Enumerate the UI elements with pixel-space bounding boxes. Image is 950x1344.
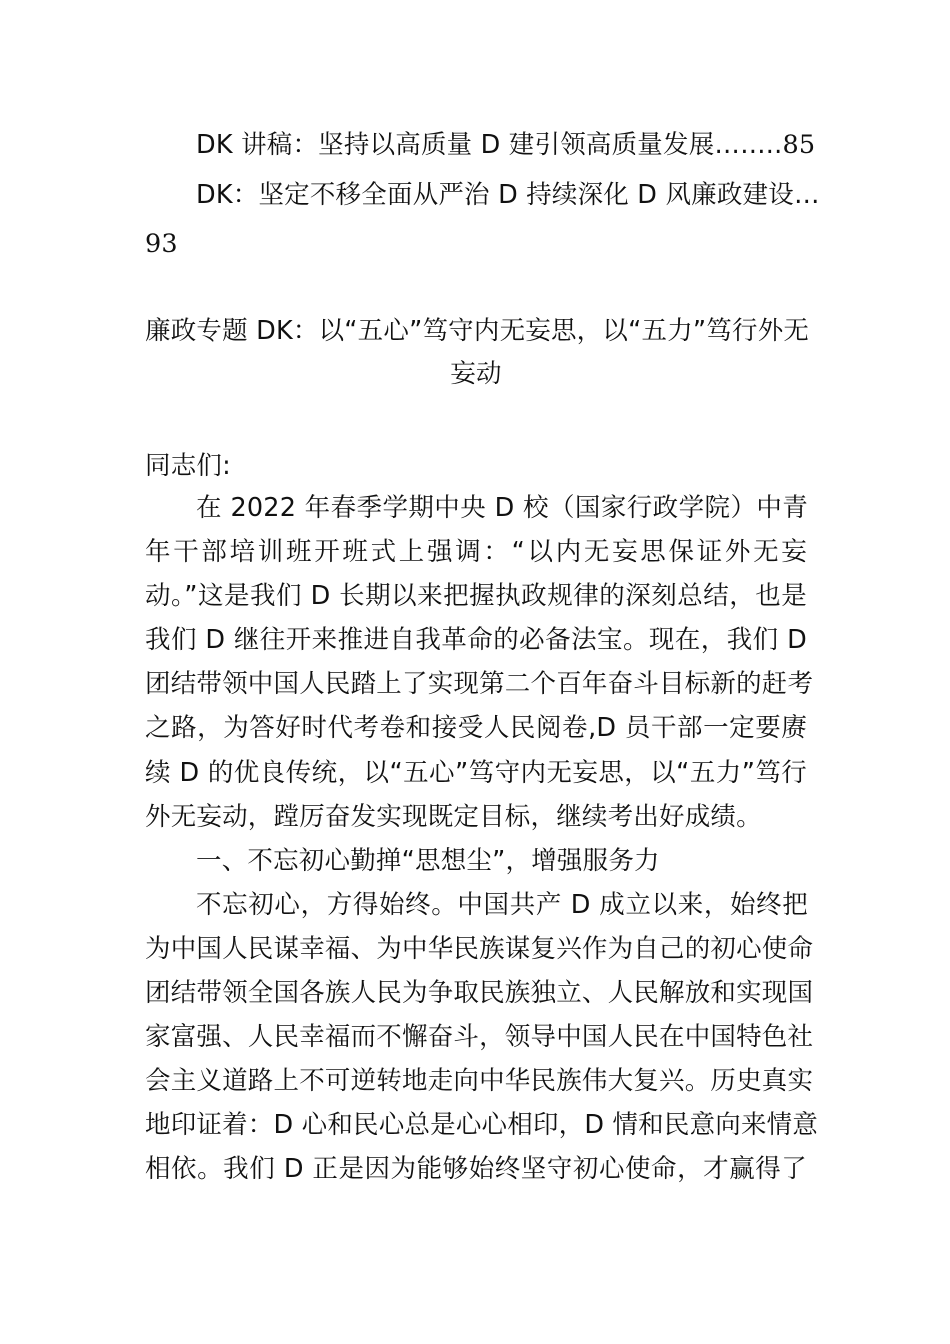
section-heading: 一、不忘初心勤掸“思想尘”，增强服务力 xyxy=(196,846,660,876)
paragraph-line: 团结带领中国人民踏上了实现第二个百年奋斗目标新的赶考 xyxy=(145,669,814,699)
paragraph-line: 家富强、人民幸福而不懈奋斗，领导中国人民在中国特色社 xyxy=(145,1022,814,1052)
salutation: 同志们: xyxy=(145,451,231,481)
article-title-line-2: 妄动 xyxy=(450,359,502,389)
paragraph-line: 为中国人民谋幸福、为中华民族谋复兴作为自己的初心使命 xyxy=(145,934,814,964)
paragraph-line: 不忘初心，方得始终。中国共产 D 成立以来，始终把 xyxy=(196,890,808,920)
toc-entry-2-text: DK：坚定不移全面从严治 D 持续深化 D 风廉政建设… xyxy=(196,180,820,210)
paragraph-line: 会主义道路上不可逆转地走向中华民族伟大复兴。历史真实 xyxy=(145,1066,814,1096)
paragraph-line: 地印证着：D 心和民心总是心心相印，D 情和民意向来情意 xyxy=(145,1110,819,1140)
paragraph-line: 续 D 的优良传统，以“五心”笃守内无妄思，以“五力”笃行 xyxy=(145,758,807,788)
toc-entry-2[interactable] xyxy=(196,177,820,213)
paragraph-line: 动。”这是我们 D 长期以来把握执政规律的深刻总结，也是 xyxy=(145,581,807,611)
paragraph-line: 相依。我们 D 正是因为能够始终坚守初心使命，才赢得了 xyxy=(145,1154,807,1184)
toc-entry-2-page: 93 xyxy=(145,229,178,259)
article-title-line-1: 廉政专题 DK：以“五心”笃守内无妄思，以“五力”笃行外无 xyxy=(145,316,810,346)
toc-entry-1-page: 85 xyxy=(782,130,816,160)
paragraph-line: 我们 D 继往开来推进自我革命的必备法宝。现在，我们 D xyxy=(145,625,807,655)
paragraph-line: 年干部培训班开班式上强调：“以内无妄思保证外无妄 xyxy=(145,537,807,567)
paragraph-line: 团结带领全国各族人民为争取民族独立、人民解放和实现国 xyxy=(145,978,814,1008)
toc-entry-1[interactable] xyxy=(196,127,816,163)
paragraph-line: 在 2022 年春季学期中央 D 校（国家行政学院）中青 xyxy=(196,493,808,523)
paragraph-line: 外无妄动，蹚厉奋发实现既定目标，继续考出好成绩。 xyxy=(145,802,762,832)
paragraph-line: 之路，为答好时代考卷和接受人民阅卷,D 员干部一定要赓 xyxy=(145,713,807,743)
toc-entry-1-text: DK 讲稿：坚持以高质量 D 建引领高质量发展…….. xyxy=(196,130,783,160)
